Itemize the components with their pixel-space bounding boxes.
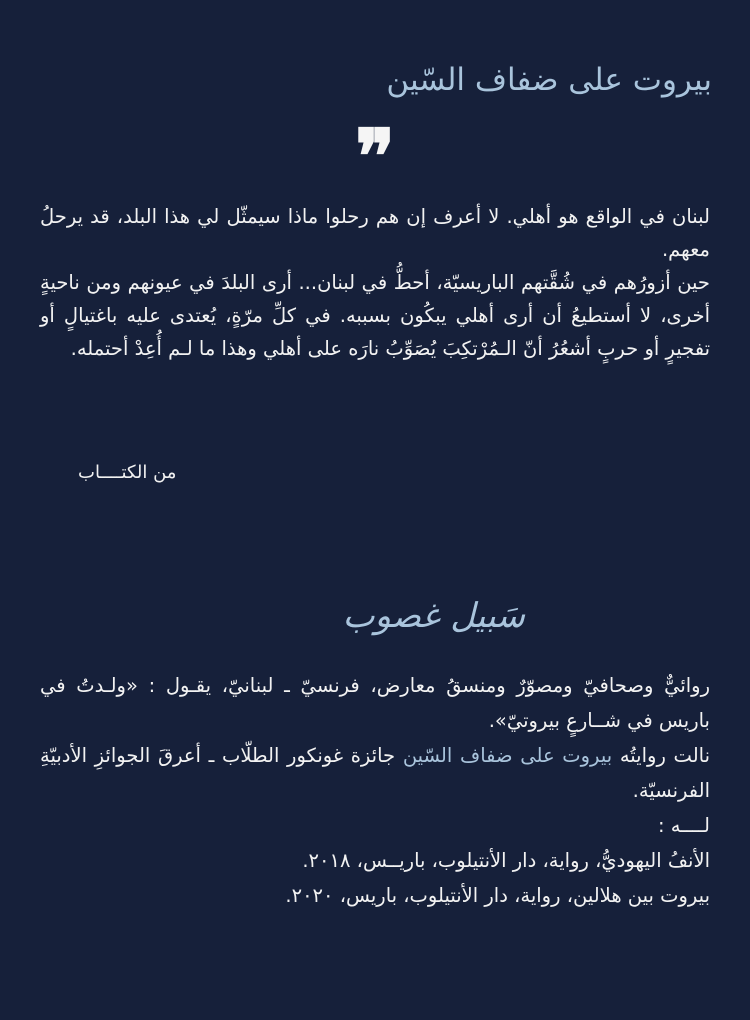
book-excerpt	[40, 200, 710, 365]
author-bio	[40, 668, 710, 913]
work-item-2: بيروت بين هلالين، رواية، دار الأنتيلوب، باريس، ٢٠٢٠.	[285, 884, 710, 907]
bio-award	[40, 738, 710, 808]
quote-mark-icon: ❞	[355, 114, 395, 200]
award-suffix: جائزة غونكور الطلّاب ـ أعرقَ الجوائزِ الأدبيّةِ الفرنسيّة.	[40, 744, 710, 802]
excerpt-paragraph-2: حين أزورُهم في شُقَّتهم الباريسيّة، أحطُّ في لبنان... أرى البلدَ في عيونهم ومن ناحيةٍ أخرى، لا أستطيعُ أن أرى أهلي يبكُون بسببه. في كلِّ مرّةٍ، يُعتدى عليه باغتيالٍ أو تفجيرٍ أو حربٍ أشعُرُ أنّ الـمُرْتكِبَ يُصَوِّبُ نارَه على أهلي وهذا ما لـم أُعِدْ أحتمله.	[40, 271, 710, 360]
award-prefix: نالت روايتُه	[619, 744, 711, 767]
works-label: لــــه :	[657, 814, 710, 837]
award-book-title: بيروت على ضفاف السّين	[402, 744, 613, 767]
excerpt-source: من الكتــــاب	[78, 462, 177, 483]
bio-line-1: روائيٌّ وصحافيّ ومصوّرٌ ومنسقُ معارض، فرنسيّ ـ لبنانيّ، يقـول : «ولـدتُ في باريس في شــارعٍ بيروتيّ».	[40, 674, 710, 732]
excerpt-paragraph-1: لبنان في الواقع هو أهلي. لا أعرف إن هم رحلوا ماذا سيمثّل لي هذا البلد، قد يرحلُ معهم.	[40, 205, 710, 261]
author-name: سَبيل غصوب	[342, 596, 525, 636]
book-title: بيروت على ضفاف السّين	[386, 62, 712, 98]
work-item-1: الأنفُ اليهوديُّ، رواية، دار الأنتيلوب، باريــس، ٢٠١٨.	[302, 849, 710, 872]
